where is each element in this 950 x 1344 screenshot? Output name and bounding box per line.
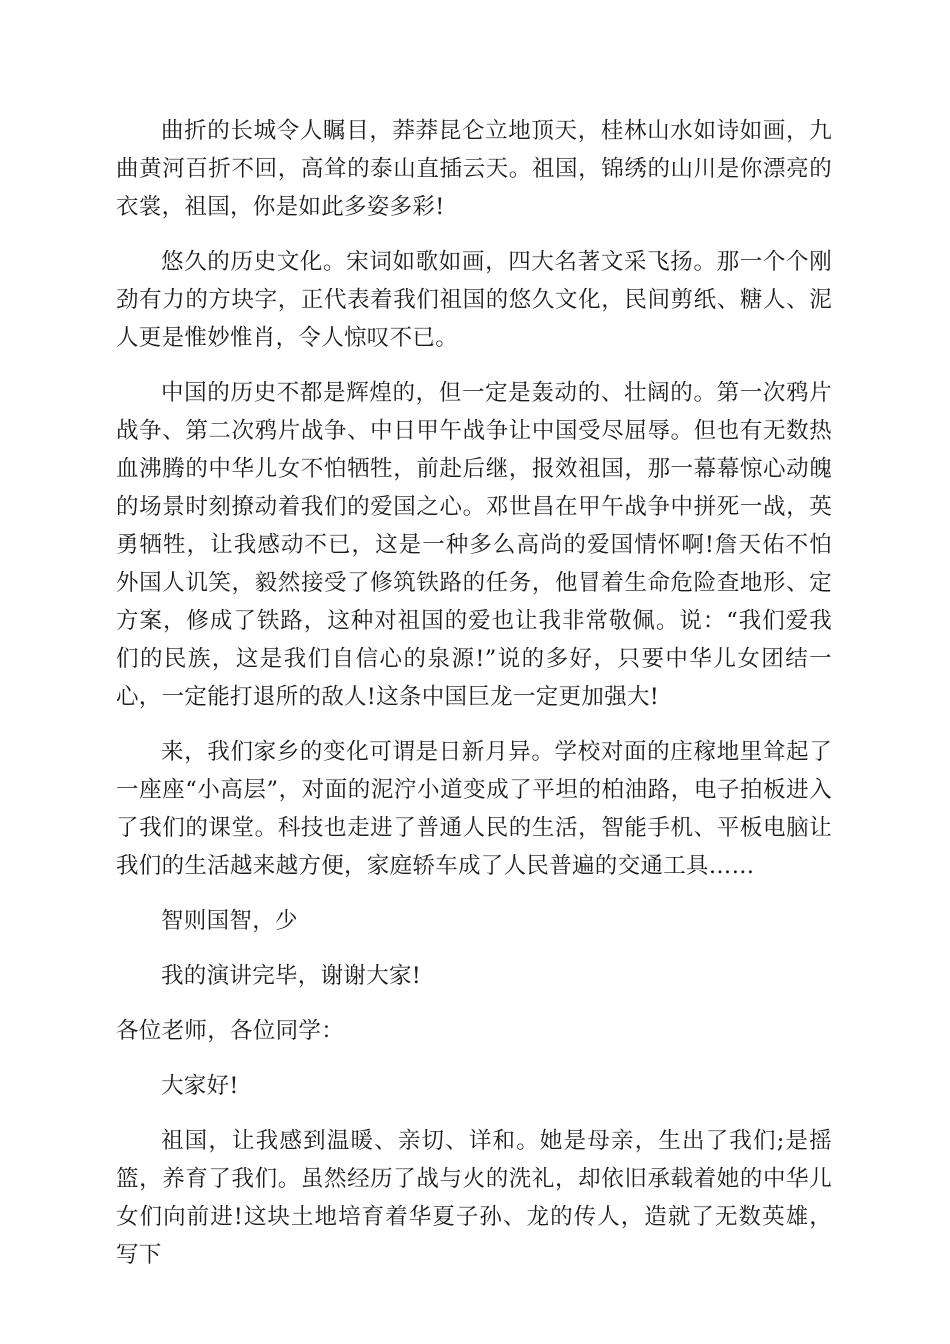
paragraph-hometown: 来，我们家乡的变化可谓是日新月异。学校对面的庄稼地里耸起了一座座“小高层”，对面的泥泞小道变成了平坦的柏油路，电子拍板进入了我们的课堂。科技也走进了普通人民的生活，智能手机、平板电脑让我们的生活越来越方便，家庭轿车成了人民普遍的交通工具…… bbox=[116, 739, 832, 879]
document-body bbox=[116, 112, 832, 1291]
paragraph-salutation: 各位老师，各位同学： bbox=[116, 1018, 345, 1044]
paragraph-fragment: 智则国智，少 bbox=[161, 908, 298, 934]
paragraph-landscape: 曲折的长城令人瞩目，莽莽昆仑立地顶天，桂林山水如诗如画，九曲黄河百折不回，高耸的泰山直插云天。祖国，锦绣的山川是你漂亮的衣裳，祖国，你是如此多姿多彩! bbox=[116, 118, 832, 220]
paragraph-history: 中国的历史不都是辉煌的，但一定是轰动的、壮阔的。第一次鸦片战争、第二次鸦片战争、中日甲午战争让中国受尽屈辱。但也有无数热血沸腾的中华儿女不怕牺牲，前赴后继，报效祖国，那一幕幕惊心动魄的场景时刻撩动着我们的爱国之心。邓世昌在甲午战争中拼死一战，英勇牺牲，让我感动不已，这是一种多么高尚的爱国情怀啊!詹天佑不怕外国人讥笑，毅然接受了修筑铁路的任务，他冒着生命危险查地形、定方案，修成了铁路，这种对祖国的爱也让我非常敬佩。说：“我们爱我们的民族，这是我们自信心的泉源!”说的多好，只要中华儿女团结一心，一定能打退所的敌人!这条中国巨龙一定更加强大! bbox=[116, 380, 832, 710]
paragraph-greeting: 大家好! bbox=[161, 1073, 239, 1099]
paragraph-motherland: 祖国，让我感到温暖、亲切、详和。她是母亲，生出了我们;是摇篮，养育了我们。虽然经历了战与火的洗礼，却依旧承载着她的中华儿女们向前进!这块土地培育着华夏子孙、龙的传人，造就了无数英雄，写下 bbox=[116, 1128, 832, 1268]
paragraph-culture: 悠久的历史文化。宋词如歌如画，四大名著文采飞扬。那一个个刚劲有力的方块字，正代表着我们祖国的悠久文化，民间剪纸、糖人、泥人更是惟妙惟肖，令人惊叹不已。 bbox=[116, 249, 832, 351]
paragraph-closing: 我的演讲完毕，谢谢大家! bbox=[161, 963, 422, 989]
